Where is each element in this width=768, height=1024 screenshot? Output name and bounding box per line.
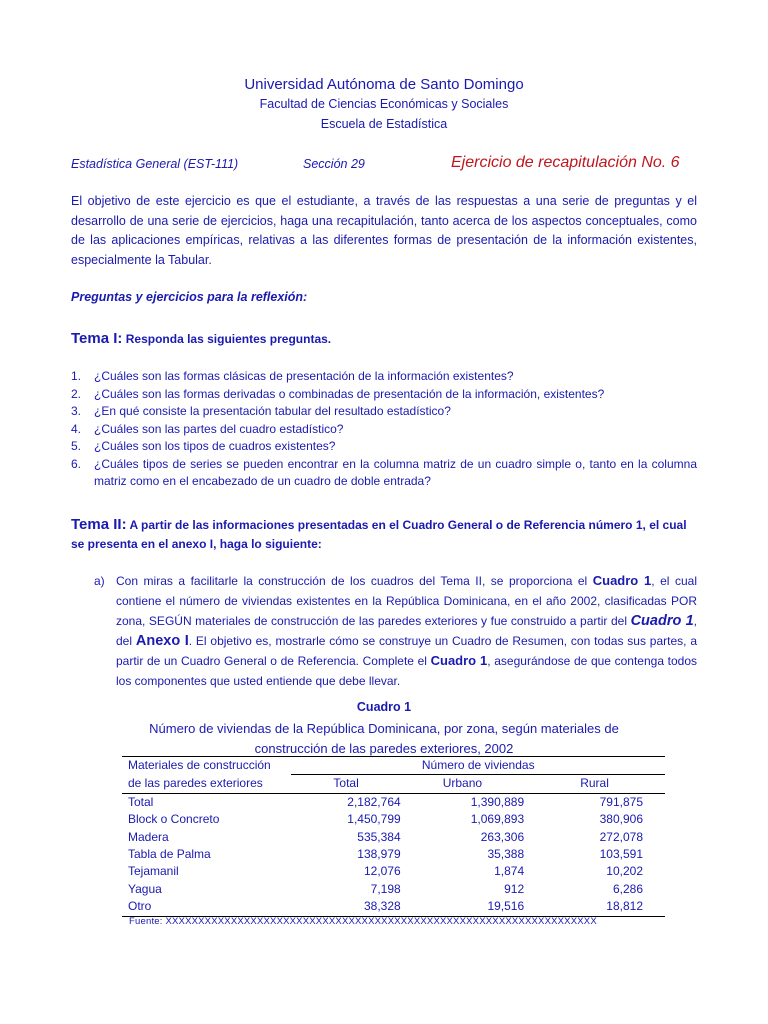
cuadro-ref: Cuadro 1 (630, 613, 694, 629)
row-label: Tabla de Palma (128, 847, 211, 862)
part-a-text: . El objetivo es, mostrarle cómo se construye un Cuadro de Resumen, con todas sus partes, a partir de un Cuadro General o de Referencia. Complete el (116, 634, 697, 668)
cell-urbano: 35,388 (487, 847, 525, 862)
part-a-text: , asegurándose de que contenga todos los componentes que usted entiende que debe llevar. (116, 654, 697, 688)
tema1-heading (71, 330, 331, 347)
column-header: Urbano (401, 775, 524, 793)
column-header: Total (291, 775, 400, 793)
cell-rural: 272,078 (599, 829, 643, 844)
cell-rural: 10,202 (606, 864, 643, 879)
cell-urbano: 1,390,889 (470, 794, 525, 809)
question-number: 5. (71, 439, 82, 453)
question-item (71, 456, 697, 491)
table-row (122, 881, 665, 898)
table-row (122, 863, 665, 880)
table-source: Fuente: XXXXXXXXXXXXXXXXXXXXXXXXXXXXXXXXXXXXXXXXXXXXXXXXXXXXXXXXXXXXXXXXXX (129, 916, 597, 927)
question-number: 1. (71, 369, 82, 383)
table-row (122, 898, 665, 916)
cell-rural: 380,906 (599, 812, 643, 827)
course-name: Estadística General (EST-111) (71, 157, 239, 171)
cuadro-ref: Cuadro 1 (592, 573, 652, 588)
question-number: 6. (71, 456, 82, 471)
table-row (122, 811, 665, 828)
cell-urbano: 912 (504, 881, 525, 896)
cell-urbano: 1,874 (494, 864, 525, 879)
table-header-row (122, 775, 665, 793)
cell-rural: 18,812 (524, 898, 665, 916)
cell-total: 138,979 (357, 847, 401, 862)
university-title: Universidad Autónoma de Santo Domingo (244, 76, 524, 93)
part-a-text: Con miras a facilitarle la construcción de los cuadros del Tema II, se proporciona el (116, 574, 593, 588)
row-label: Madera (128, 829, 169, 844)
question-number: 2. (71, 386, 82, 401)
section-number: Sección 29 (303, 157, 365, 171)
cell-urbano: 19,516 (401, 898, 524, 916)
question-text: ¿Cuáles son las formas derivadas o combinadas de presentación de la información, existentes? (94, 386, 605, 401)
cell-urbano: 1,069,893 (470, 812, 525, 827)
question-text: ¿Cuáles son las formas clásicas de presentación de la información existentes? (94, 369, 514, 383)
table-title: Cuadro 1 (356, 700, 412, 714)
question-text: ¿En qué consiste la presentación tabular del resultado estadístico? (94, 404, 451, 418)
cell-urbano: 263,306 (480, 829, 525, 844)
question-item (71, 386, 697, 404)
part-a-text: , del (116, 614, 698, 648)
question-item (71, 403, 697, 421)
cuadro-ref: Cuadro 1 (430, 653, 488, 668)
question-text: ¿Cuáles tipos de series se pueden encontrar en la columna matriz de un cuadro simple o, tanto en la columna matriz como en el encabezado de un cuadro de doble entrada? (94, 456, 697, 488)
cell-total: 1,450,799 (347, 812, 401, 827)
row-label: Tejamanil (128, 864, 179, 879)
span-header: Número de viviendas (291, 757, 665, 775)
cell-total: 12,076 (363, 864, 401, 879)
stub-header: de las paredes exteriores (122, 775, 291, 793)
intro-paragraph: El objetivo de este ejercicio es que el estudiante, a través de las respuestas a una serie de preguntas y el desarrollo de una serie de ejercicios, haga una recapitulación, tanto acerca de los aspectos conceptuales, como de las aplicaciones empíricas, relativas a las diferentes formas de presentación de la información existentes, especialmente la Tabular. (71, 194, 697, 267)
table-row (122, 829, 665, 846)
part-a-paragraph (94, 571, 697, 691)
exercise-title: Ejercicio de recapitulación No. 6 (451, 154, 680, 171)
tema2-heading (71, 515, 697, 554)
cell-rural: 6,286 (612, 881, 643, 896)
cell-rural: 791,875 (599, 794, 643, 809)
question-number: 3. (71, 404, 82, 418)
stub-header: Materiales de construcción (122, 757, 291, 775)
question-text: ¿Cuáles son las partes del cuadro estadístico? (94, 421, 344, 436)
question-item (71, 421, 697, 439)
question-number: 4. (71, 421, 82, 436)
row-label: Yagua (128, 881, 162, 896)
question-item (71, 368, 697, 386)
school-name: Escuela de Estadística (320, 117, 448, 131)
part-a-text: , el cual contiene el número de viviendas existentes en la República Dominicana, en el año 2002, clasificadas POR zona, SEGÚN materiales de construcción de las paredes exteriores y fue construido a partir del (116, 574, 698, 628)
cell-total: 2,182,764 (347, 794, 401, 809)
tema1-label: Tema I: (71, 330, 123, 347)
tema2-label: Tema II: (71, 516, 127, 533)
reflection-heading: Preguntas y ejercicios para la reflexión: (71, 290, 308, 304)
table-row (122, 793, 665, 811)
cell-total: 535,384 (357, 829, 401, 844)
housing-table (122, 756, 665, 917)
table-header-row (122, 757, 665, 775)
question-list (71, 368, 697, 491)
row-label: Block o Concreto (128, 812, 220, 827)
cell-total: 38,328 (291, 898, 400, 916)
cell-total: 7,198 (370, 881, 401, 896)
tema1-instruction: Responda las siguientes preguntas. (125, 332, 332, 346)
faculty-name: Facultad de Ciencias Económicas y Sociales (259, 97, 509, 111)
row-label: Total (128, 794, 154, 809)
column-header: Rural (524, 775, 665, 793)
table-row (122, 846, 665, 863)
cell-rural: 103,591 (599, 847, 643, 862)
tema2-instruction: A partir de las informaciones presentadas en el Cuadro General o de Referencia número 1, el cual se presenta en el anexo I, haga lo siguiente: (71, 518, 687, 551)
question-item (71, 438, 697, 456)
anexo-ref: Anexo I (135, 633, 189, 649)
part-a-marker: a) (94, 574, 105, 588)
row-label: Otro (122, 898, 291, 916)
question-text: ¿Cuáles son los tipos de cuadros existentes? (94, 439, 336, 453)
table-subtitle: Número de viviendas de la República Dominicana, por zona, según materiales de construcción de las paredes exteriores, 2002 (149, 721, 619, 756)
